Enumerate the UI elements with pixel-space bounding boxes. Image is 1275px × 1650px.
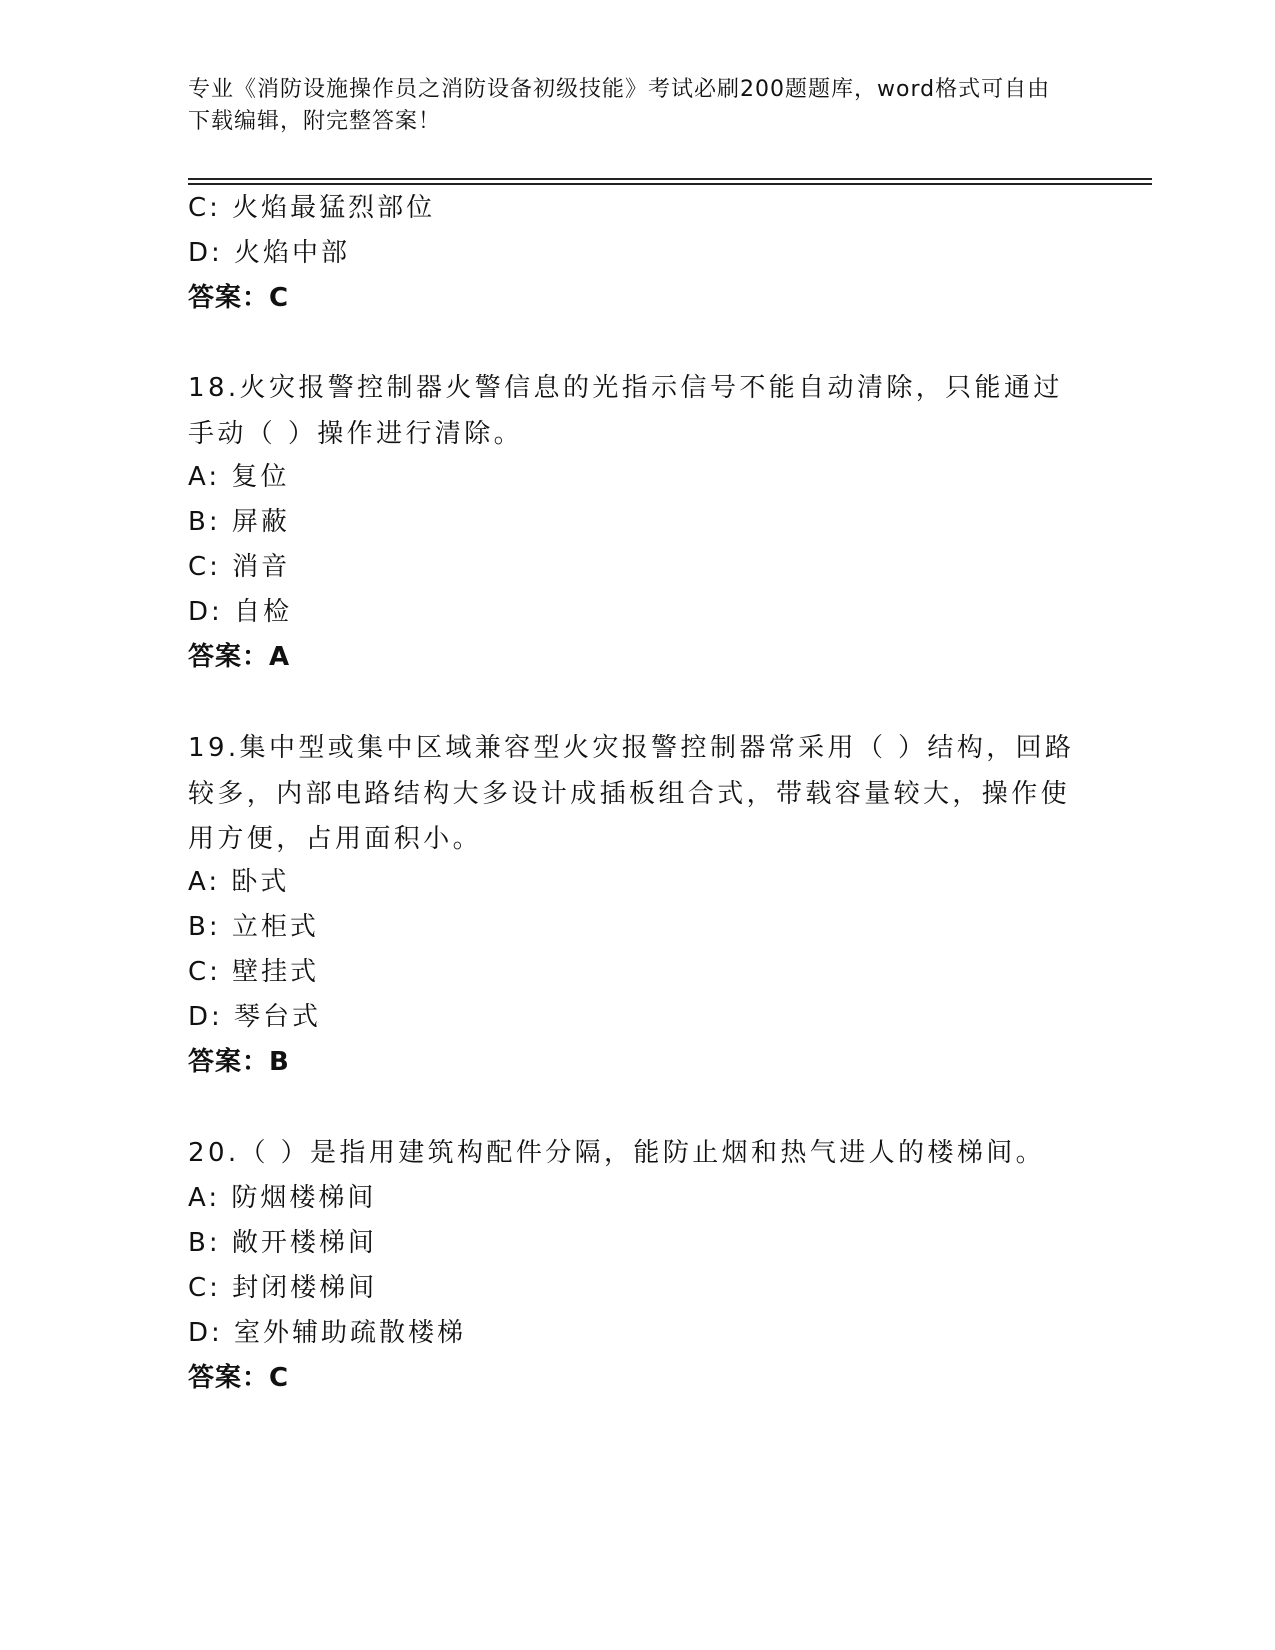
- header-divider-top: [188, 178, 1152, 180]
- q18-option-b: B: 屏蔽: [188, 507, 290, 537]
- q18-stem: 18.火灾报警控制器火警信息的光指示信号不能自动清除，只能通过手动（ ）操作进行清除。: [188, 373, 1063, 449]
- q18-option-c: C: 消音: [188, 552, 291, 582]
- q19-option-c: C: 壁挂式: [188, 957, 320, 987]
- q19-option-d: D: 琴台式: [188, 1002, 322, 1032]
- q20-stem: 20.（ ）是指用建筑构配件分隔，能防止烟和热气进人的楼梯间。: [188, 1138, 1046, 1168]
- q20-option-d: D: 室外辅助疏散楼梯: [188, 1318, 467, 1348]
- header-divider-bottom: [188, 183, 1152, 185]
- q20-answer: 答案：C: [188, 1363, 290, 1393]
- q18-answer: 答案：A: [188, 642, 291, 672]
- q20-option-b: B: 敞开楼梯间: [188, 1228, 377, 1258]
- q17-option-c: C: 火焰最猛烈部位: [188, 193, 436, 223]
- q20-option-c: C: 封闭楼梯间: [188, 1273, 378, 1303]
- q19-option-b: B: 立柜式: [188, 912, 319, 942]
- q18-option-a: A: 复位: [188, 462, 290, 492]
- q19-stem: 19.集中型或集中区域兼容型火灾报警控制器常采用（ ）结构，回路较多，内部电路结构大多设计成插板组合式，带载容量较大，操作使用方便，占用面积小。: [188, 733, 1075, 854]
- q19-answer: 答案：B: [188, 1047, 290, 1077]
- q19-option-a: A: 卧式: [188, 867, 290, 897]
- document-header: 专业《消防设施操作员之消防设备初级技能》考试必刷200题题库，word格式可自由下载编辑，附完整答案！: [188, 77, 1051, 134]
- q17-option-d: D: 火焰中部: [188, 238, 351, 268]
- q18-option-d: D: 自检: [188, 597, 293, 627]
- q20-option-a: A: 防烟楼梯间: [188, 1183, 377, 1213]
- q17-answer: 答案：C: [188, 283, 290, 313]
